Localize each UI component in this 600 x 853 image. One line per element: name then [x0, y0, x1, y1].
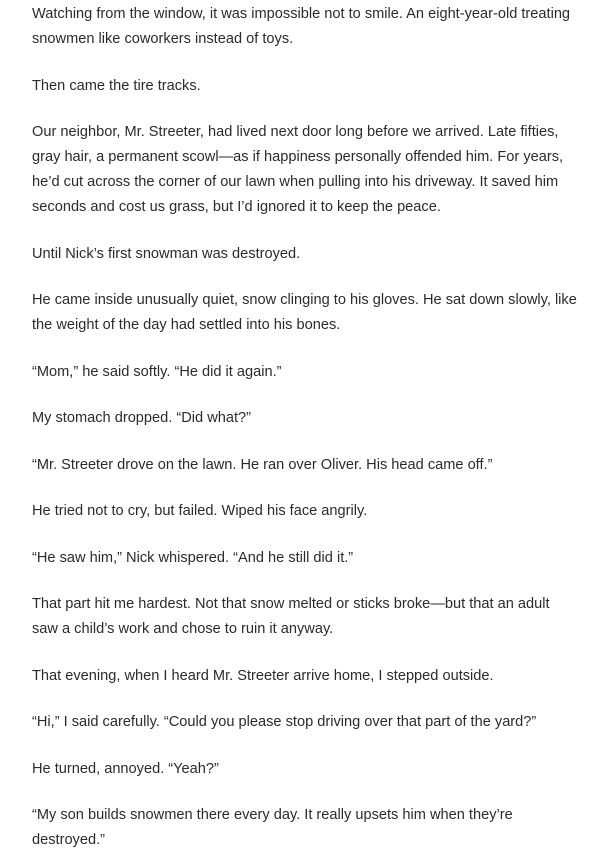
paragraph: Our neighbor, Mr. Streeter, had lived next door long before we arrived. Late fifties, gray hair, a permanent scowl—as if happiness personally offended him. For years, he’d cut across the corner of our lawn when pulling into his driveway. It saved him seconds and cost us grass, but I’d ignored it to keep the peace.	[32, 124, 564, 215]
paragraph: “Mom,” he said softly. “He did it again.”	[32, 363, 282, 380]
paragraph: “My son builds snowmen there every day. It really upsets him when they’re destroyed.”	[32, 807, 513, 848]
paragraph: He turned, annoyed. “Yeah?”	[32, 760, 219, 777]
paragraph: “Hi,” I said carefully. “Could you please stop driving over that part of the yard?”	[32, 714, 537, 730]
paragraph: Then came the tire tracks.	[32, 77, 201, 94]
paragraph: He came inside unusually quiet, snow clinging to his gloves. He sat down slowly, like the weight of the day had settled into his bones.	[32, 292, 577, 333]
paragraph: He tried not to cry, but failed. Wiped his face angrily.	[32, 503, 368, 519]
paragraph: My stomach dropped. “Did what?”	[32, 410, 251, 426]
paragraph: That evening, when I heard Mr. Streeter arrive home, I stepped outside.	[32, 667, 494, 684]
paragraph: Until Nick’s first snowman was destroyed.	[32, 245, 301, 262]
paragraph: Watching from the window, it was impossible not to smile. An eight-year-old treating snowmen like coworkers instead of toys.	[32, 6, 571, 47]
paragraph: That part hit me hardest. Not that snow melted or sticks broke—but that an adult saw a child’s work and chose to ruin it anyway.	[32, 596, 550, 637]
paragraph: “He saw him,” Nick whispered. “And he still did it.”	[32, 549, 354, 566]
paragraph: “Mr. Streeter drove on the lawn. He ran over Oliver. His head came off.”	[32, 456, 493, 473]
